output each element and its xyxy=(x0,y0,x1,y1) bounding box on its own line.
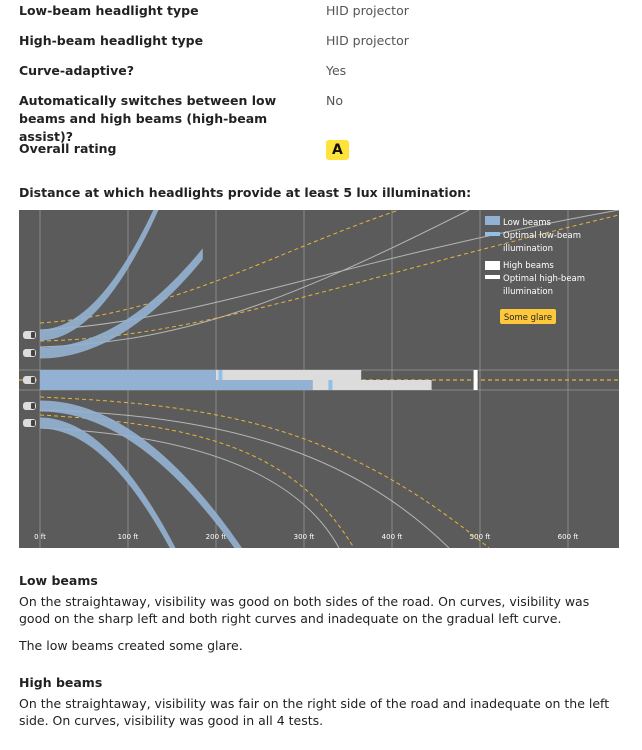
car-icon xyxy=(23,331,36,339)
glare-label: Some glare xyxy=(503,313,553,323)
x-tick-label: 400 ft xyxy=(381,533,403,541)
spec-value: No xyxy=(326,93,343,108)
low-beam-bar xyxy=(40,370,216,380)
spec-label: High-beam headlight type xyxy=(19,33,204,48)
legend-label: Optimal low-beam illumination xyxy=(503,231,582,254)
spec-value: Yes xyxy=(326,63,347,78)
spec-label: Low-beam headlight type xyxy=(19,3,199,18)
legend-label: Optimal high-beam illumination xyxy=(503,274,586,297)
spec-label: Curve-adaptive? xyxy=(19,63,134,78)
optimal-low-marker xyxy=(218,370,222,380)
legend-swatch xyxy=(485,216,500,225)
optimal-low-marker xyxy=(328,380,332,390)
x-tick-label: 300 ft xyxy=(293,533,315,541)
car-icon xyxy=(23,349,36,357)
spec-value: HID projector xyxy=(326,33,409,48)
rating-badge: A xyxy=(326,140,349,160)
spec-value: HID projector xyxy=(326,3,409,18)
low-beam-bar xyxy=(40,380,313,390)
legend-label: Low beams xyxy=(503,218,551,228)
chart-title: Distance at which headlights provide at least 5 lux illumination: xyxy=(19,185,472,200)
car-icon xyxy=(23,402,36,410)
car-windshield xyxy=(31,403,35,409)
car-windshield xyxy=(31,332,35,338)
x-tick-label: 600 ft xyxy=(557,533,579,541)
low-beams-heading: Low beams xyxy=(19,573,98,588)
car-icon xyxy=(23,419,36,427)
high-beams-paragraph: On the straightaway, visibility was fair on the right side of the road and inadequate on the left side. On curves, visibility was good in all 4 tests. xyxy=(19,696,610,728)
rating-value xyxy=(326,140,349,160)
legend-swatch xyxy=(485,261,500,270)
optimal-high-marker xyxy=(474,370,478,390)
legend-label: High beams xyxy=(503,261,554,271)
high-beams-heading: High beams xyxy=(19,675,103,690)
spec-label: Automatically switches between low beams and high beams (high-beam assist)? xyxy=(19,93,277,144)
car-icon xyxy=(23,376,36,384)
low-beams-glare-paragraph: The low beams created some glare. xyxy=(19,638,243,653)
x-tick-label: 500 ft xyxy=(469,533,491,541)
glare-badge xyxy=(500,309,556,324)
legend-swatch xyxy=(485,275,500,279)
car-windshield xyxy=(31,377,35,383)
x-tick-label: 0 ft xyxy=(34,533,46,541)
car-windshield xyxy=(31,420,35,426)
x-tick-label: 100 ft xyxy=(117,533,139,541)
low-beams-paragraph: On the straightaway, visibility was good on both sides of the road. On curves, visibility was good on the sharp left and both right curves and inadequate on the gradual left curve. xyxy=(19,594,590,626)
spec-label: Overall rating xyxy=(19,141,117,156)
x-tick-label: 200 ft xyxy=(205,533,227,541)
legend-swatch xyxy=(485,232,500,236)
car-windshield xyxy=(31,350,35,356)
headlight-distance-chart xyxy=(19,210,619,548)
